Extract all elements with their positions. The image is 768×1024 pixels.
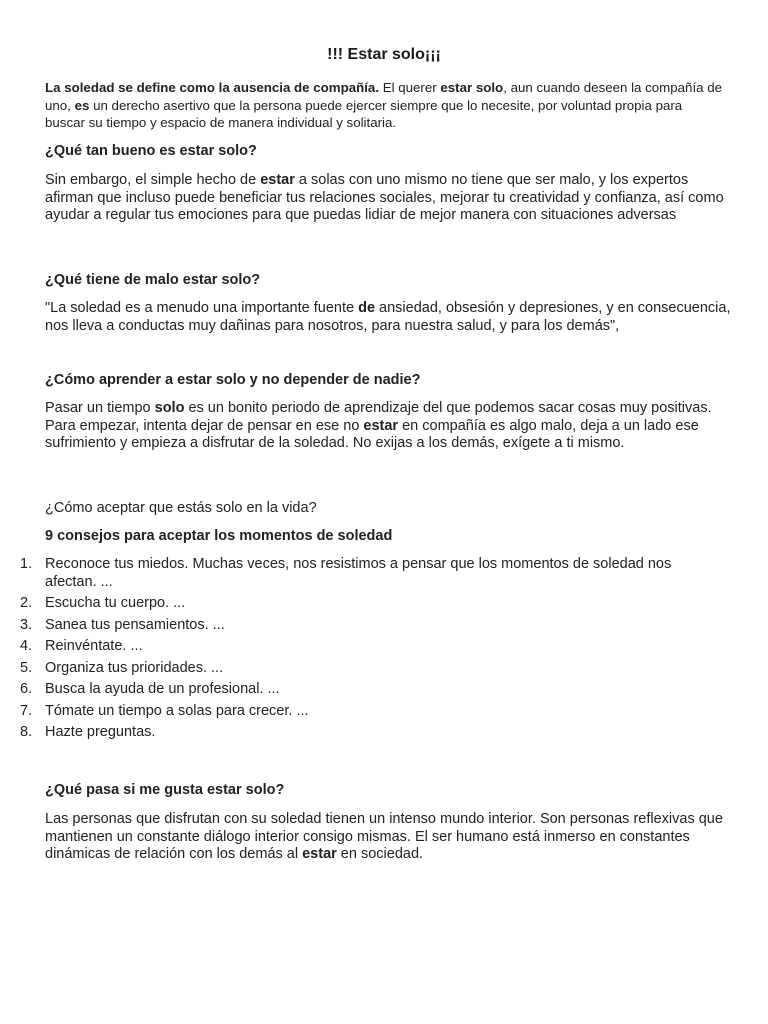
intro-paragraph [45, 79, 725, 132]
body-text: Pasar un tiempo [45, 400, 155, 416]
list-number: 3. [20, 616, 33, 633]
section3-heading: ¿Cómo aprender a estar solo y no depender de nadie? [45, 372, 421, 388]
intro-bold: estar solo [440, 80, 504, 95]
intro-text: , aun cuando deseen la compañía de uno, [45, 80, 723, 113]
list-item [0, 660, 705, 678]
section1-heading: ¿Qué tan bueno es estar solo? [45, 143, 257, 159]
body-text: "La soledad es a menudo una importante fuente [45, 300, 359, 316]
body-text: Las personas que disfrutan con su soledad tienen un intenso mundo interior. Son personas reflexivas que mantienen un constante diálogo interior consigo mismas. El ser humano está inmerso en constantes dinámicas de relación con los demás al [45, 811, 723, 862]
list-text: Busca la ayuda de un profesional. ... [45, 681, 280, 697]
list-number: 6. [20, 681, 33, 697]
section4-heading: ¿Qué pasa si me gusta estar solo? [45, 782, 285, 798]
list-item [0, 617, 705, 635]
body-text: en compañía es algo malo, deja a un lado ese sufrimiento y empieza a disfrutar de la soledad. No exijas a los demás, exígete a ti mismo. [45, 417, 699, 451]
body-bold: estar [363, 417, 399, 434]
list-item [0, 556, 705, 591]
section2-paragraph [45, 300, 735, 335]
body-text: a solas con uno mismo no tiene que ser malo, y los expertos afirman que incluso puede beneficiar tus relaciones sociales, mejorar tu creatividad y confianza, así como ayudar a regular tus emociones para que puedas lidiar de mejor manera con situaciones adversas [45, 172, 724, 223]
tips-heading: 9 consejos para aceptar los momentos de soledad [45, 528, 393, 544]
intro-bold-lead: La soledad se define como la ausencia de compañía. [45, 80, 380, 95]
section1-paragraph [45, 172, 735, 225]
list-item [0, 595, 705, 613]
list-number: 2. [20, 595, 33, 611]
body-text: en sociedad. [336, 846, 424, 862]
page-title: !!! Estar solo¡¡¡ [327, 46, 441, 63]
list-text: Reinvéntate. ... [45, 638, 143, 654]
question-line: ¿Cómo aceptar que estás solo en la vida? [45, 500, 317, 516]
list-number: 1. [20, 556, 33, 572]
list-text: Reconoce tus miedos. Muchas veces, nos resistimos a pensar que los momentos de soledad nos afectan. ... [45, 556, 672, 590]
body-text: ansiedad, obsesión y depresiones, y en consecuencia, nos lleva a conductas muy dañinas para nosotros, para nuestra salud, y para los demás", [45, 300, 731, 334]
list-number: 7. [20, 702, 33, 719]
list-number: 8. [20, 724, 33, 740]
list-text: Hazte preguntas. [45, 724, 156, 740]
body-text: Sin embargo, el simple hecho de [45, 172, 261, 188]
list-item [0, 703, 705, 721]
list-text: Escucha tu cuerpo. ... [45, 595, 186, 611]
list-item [0, 724, 705, 742]
body-text: es un bonito periodo de aprendizaje del que podemos sacar cosas muy positivas. Para empezar, intenta dejar de pensar en ese no [45, 400, 712, 434]
section2-heading: ¿Qué tiene de malo estar solo? [45, 272, 261, 288]
section3-paragraph [45, 400, 735, 453]
body-bold: estar [302, 846, 337, 862]
intro-text: un derecho asertivo que la persona puede ejercer siempre que lo necesite, por voluntad propia para buscar su tiempo y espacio de manera individual y solitaria. [45, 97, 683, 130]
body-bold: solo [154, 400, 185, 416]
intro-bold: es [74, 97, 90, 113]
list-item [0, 638, 705, 656]
list-number: 5. [20, 659, 33, 676]
intro-text: El querer [379, 80, 441, 95]
list-number: 4. [20, 638, 33, 654]
list-text: Organiza tus prioridades. ... [45, 659, 224, 676]
body-bold: de [358, 300, 376, 316]
list-item [0, 681, 705, 699]
body-bold: estar [260, 172, 295, 188]
tips-list [0, 556, 768, 746]
list-text: Sanea tus pensamientos. ... [45, 616, 225, 633]
list-text: Tómate un tiempo a solas para crecer. ... [45, 702, 309, 719]
section4-paragraph [45, 811, 735, 864]
